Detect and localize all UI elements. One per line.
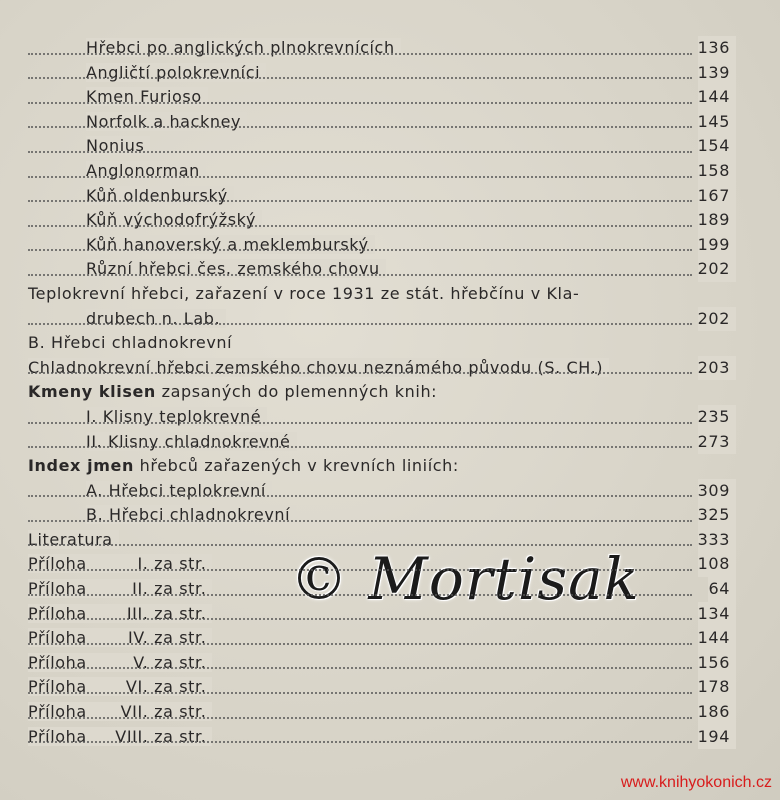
- toc-entry-page: 134: [698, 602, 736, 627]
- toc-entry-page: 167: [698, 184, 736, 209]
- copyright-watermark: © Mortisak: [290, 545, 640, 613]
- table-of-contents: [28, 36, 736, 749]
- toc-entry-page: 309: [698, 479, 736, 504]
- toc-entry-title: Anglonorman: [86, 161, 206, 180]
- toc-entry: [28, 184, 736, 209]
- toc-entry-title: Kůň východofrýžský: [86, 210, 262, 229]
- toc-entry-page: 145: [698, 110, 736, 135]
- toc-entry-page: 136: [698, 36, 736, 61]
- toc-entry: [28, 233, 736, 258]
- toc-entry-page: 202: [698, 307, 736, 332]
- toc-entry-title: B. Hřebci chladnokrevní: [86, 505, 296, 524]
- toc-entry-title: Teplokrevní hřebci, zařazení v roce 1931 ze stát. hřebčínu v Kla-: [28, 283, 580, 303]
- toc-entry-page: 333: [698, 528, 736, 553]
- section-heading: Index jmen hřebců zařazených v krevních liniích:: [28, 456, 459, 476]
- toc-entry-kladruby-line2: [28, 307, 736, 332]
- toc-entry-page: 64: [708, 577, 736, 602]
- toc-entry-title: I. Klisny teplokrevné: [86, 407, 267, 426]
- toc-entry-page: 189: [698, 208, 736, 233]
- toc-entry-title: Kůň hanoverský a meklemburský: [86, 235, 375, 254]
- toc-entry-page: 186: [698, 700, 736, 725]
- toc-entry-title: Hřebci po anglických plnokrevnících: [86, 38, 401, 57]
- site-url-watermark: www.knihyokonich.cz: [620, 774, 772, 791]
- toc-entry: [28, 159, 736, 184]
- toc-entry-page: 139: [698, 61, 736, 86]
- toc-entry-title: Kůň oldenburský: [86, 186, 234, 205]
- toc-entry-title: II. Klisny chladnokrevné: [86, 432, 297, 451]
- toc-entry: [28, 257, 736, 282]
- toc-entry-priloha: Příloha VIII. za str. 194: [28, 725, 736, 750]
- toc-entry-page: 156: [698, 651, 736, 676]
- toc-entry-page: 202: [698, 257, 736, 282]
- toc-entry: [28, 134, 736, 159]
- toc-entry: [28, 110, 736, 135]
- toc-entry-page: 158: [698, 159, 736, 184]
- toc-entry: [28, 503, 736, 528]
- toc-entry-page: 235: [698, 405, 736, 430]
- toc-entry-title: Nonius: [86, 136, 150, 155]
- section-heading: Kmeny klisen zapsaných do plemenných knih:: [28, 382, 438, 402]
- toc-entry-page: 154: [698, 134, 736, 159]
- section-heading: B. Hřebci chladnokrevní: [28, 333, 233, 353]
- toc-entry: [28, 356, 736, 381]
- toc-entry-page: 194: [698, 725, 736, 750]
- toc-entry-priloha: Příloha III. za str. 134: [28, 602, 736, 627]
- toc-entry-title: Angličtí polokrevníci: [86, 63, 266, 82]
- toc-entry-page: 144: [698, 626, 736, 651]
- toc-entry-priloha: Příloha IV. za str. 144: [28, 626, 736, 651]
- toc-entry-priloha: Příloha I. za str. 108: [28, 552, 736, 577]
- toc-entry: [28, 208, 736, 233]
- toc-entry-title: Chladnokrevní hřebci zemského chovu neznámého původu (S. CH.): [28, 358, 609, 377]
- toc-entry-priloha: Příloha V. za str. 156: [28, 651, 736, 676]
- toc-entry-page: 325: [698, 503, 736, 528]
- toc-entry: [28, 430, 736, 455]
- toc-entry-page: 203: [698, 356, 736, 381]
- toc-entry-priloha: Příloha VII. za str. 186: [28, 700, 736, 725]
- toc-entry: [28, 405, 736, 430]
- toc-entry-priloha: Příloha II. za str. 64: [28, 577, 736, 602]
- toc-entry-title: Norfolk a hackney: [86, 112, 247, 131]
- toc-entry-title: Různí hřebci čes. zemského chovu: [86, 259, 386, 278]
- toc-entry-kladruby-line1: [28, 282, 736, 307]
- toc-entry: [28, 61, 736, 86]
- toc-entry-page: 144: [698, 85, 736, 110]
- toc-entry-title: drubech n. Lab.: [86, 309, 226, 328]
- toc-entry-page: 199: [698, 233, 736, 258]
- toc-entry-title: Literatura: [28, 530, 119, 549]
- toc-entry: [28, 479, 736, 504]
- toc-entry-page: 108: [698, 552, 736, 577]
- toc-entry-title: Kmen Furioso: [86, 87, 208, 106]
- toc-entry: [28, 36, 736, 61]
- toc-entry-page: 273: [698, 430, 736, 455]
- toc-entry-priloha: Příloha VI. za str. 178: [28, 675, 736, 700]
- toc-entry: [28, 85, 736, 110]
- toc-entry-title: A. Hřebci teplokrevní: [86, 481, 272, 500]
- toc-entry-page: 178: [698, 675, 736, 700]
